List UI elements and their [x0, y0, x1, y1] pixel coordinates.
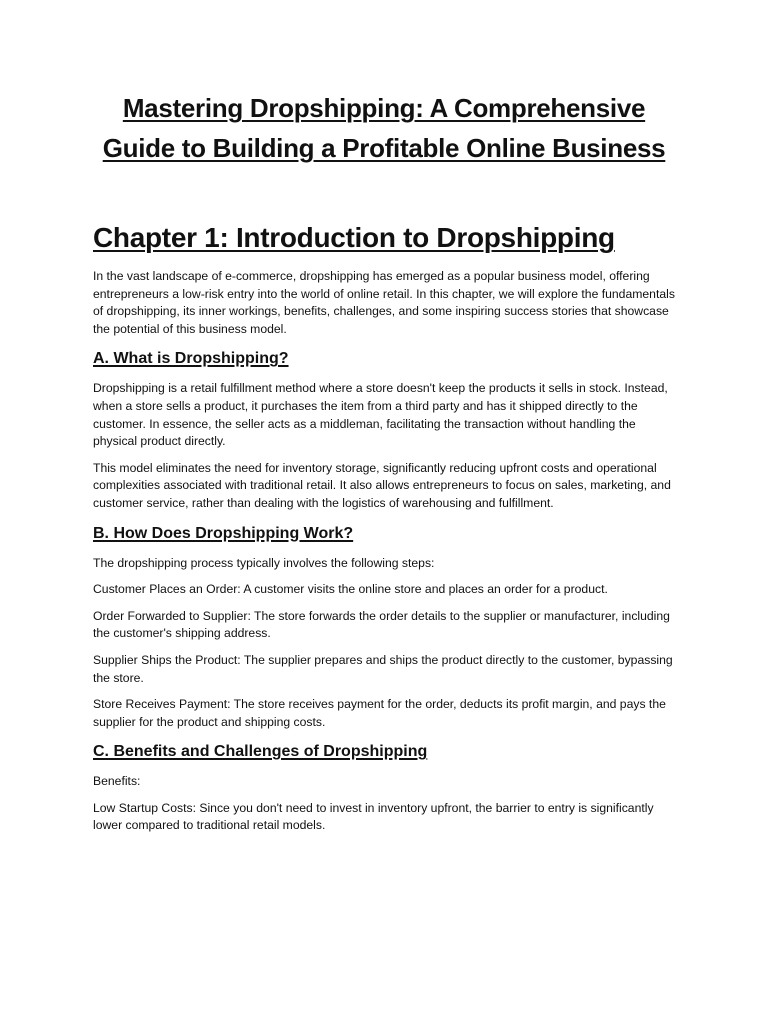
section-a-paragraph-1: Dropshipping is a retail fulfillment method where a store doesn't keep the products it sells in stock. Instead, when a store sells a product, it purchases the item from a third party and has it shipped directly to the customer. In essence, the seller acts as a middleman, facilitating the transaction without handling the physical product directly. — [93, 381, 668, 449]
section-b-paragraph-1: The dropshipping process typically involves the following steps: — [93, 555, 435, 570]
document-page — [93, 88, 675, 835]
section-heading-benefits-challenges: C. Benefits and Challenges of Dropshipping — [93, 743, 428, 761]
chapter-title: Chapter 1: Introduction to Dropshipping — [93, 222, 615, 253]
document-title: Mastering Dropshipping: A Comprehensive Guide to Building a Profitable Online Business — [102, 93, 666, 163]
intro-paragraph: In the vast landscape of e-commerce, dropshipping has emerged as a popular business model, offering entrepreneurs a low-risk entry into the world of online retail. In this chapter, we will explore the fundamentals of dropshipping, its inner workings, benefits, challenges, and some inspiring success stories that showcase the potential of this business model. — [93, 269, 675, 336]
step-supplier-ships: Supplier Ships the Product: The supplier prepares and ships the product directly to the customer, bypassing the store. — [93, 652, 673, 685]
step-order-forwarded: Order Forwarded to Supplier: The store forwards the order details to the supplier or manufacturer, including the customer's shipping address. — [93, 608, 670, 641]
section-heading-how-it-works: B. How Does Dropshipping Work? — [93, 524, 354, 542]
benefits-label: Benefits: — [93, 774, 141, 789]
section-heading-what-is-dropshipping: A. What is Dropshipping? — [93, 350, 289, 368]
benefit-low-startup-costs: Low Startup Costs: Since you don't need to invest in inventory upfront, the barrier to entry is significantly lower compared to traditional retail models. — [93, 800, 654, 833]
step-store-receives-payment: Store Receives Payment: The store receives payment for the order, deducts its profit margin, and pays the supplier for the product and shipping costs. — [93, 697, 666, 729]
section-a-paragraph-2: This model eliminates the need for inventory storage, significantly reducing upfront costs and operational complexities associated with traditional retail. It also allows entrepreneurs to focus on sales, marketing, and customer service, rather than dealing with the logistics of warehousing and fulfillment. — [93, 460, 671, 510]
step-customer-places-order: Customer Places an Order: A customer visits the online store and places an order for a product. — [93, 582, 608, 597]
